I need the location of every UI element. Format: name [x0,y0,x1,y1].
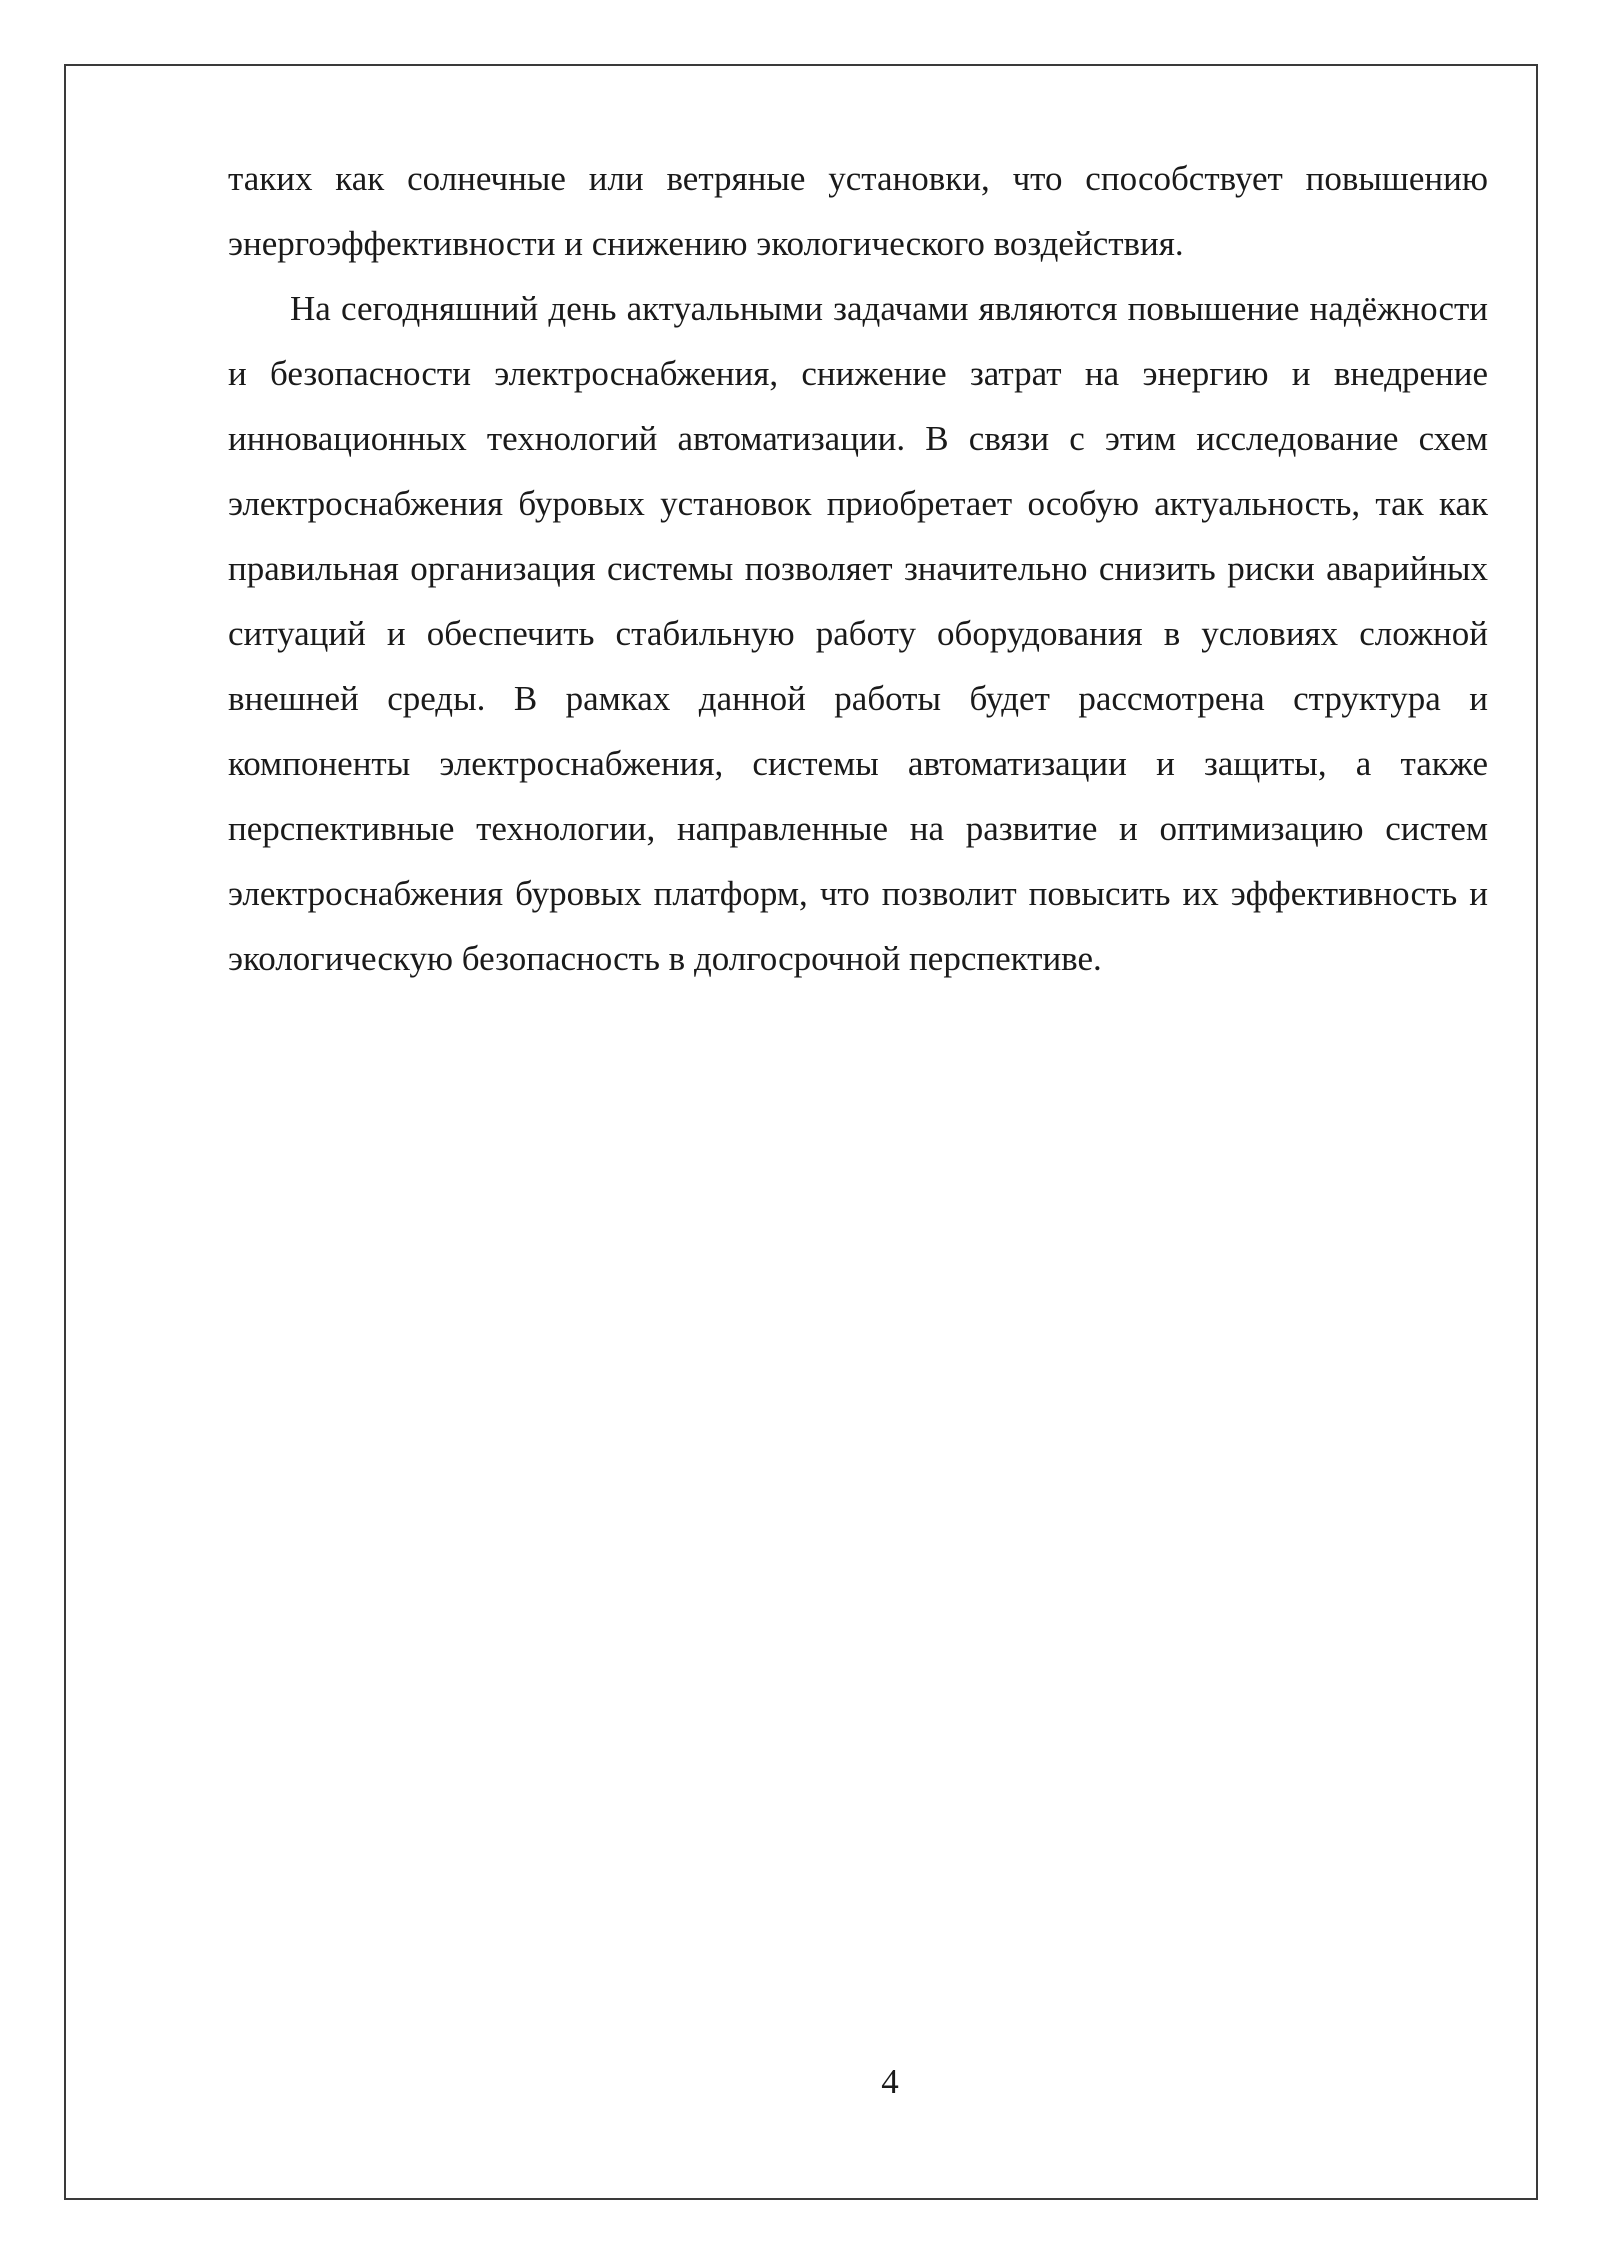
paragraph: На сегодняшний день актуальными задачами являются повышение надёжности и безопасности электроснабжения, снижение затрат на энергию и внедрение инновационных технологий автоматизации. В связи с этим исследование схем электроснабжения буровых установок приобретает особую актуальность, так как правильная организация системы позволяет значительно снизить риски аварийных ситуаций и обеспечить стабильную работу оборудования в условиях сложной внешней среды. В рамках данной работы будет рассмотрена структура и компоненты электроснабжения, системы автоматизации и защиты, а также перспективные технологии, направленные на развитие и оптимизацию систем электроснабжения буровых платформ, что позволит повысить их эффективность и экологическую безопасность в долгосрочной перспективе. [228,289,1488,978]
page-number: 4 [881,2062,899,2101]
body-text [228,146,1488,991]
paragraph-continuation: таких как солнечные или ветряные установки, что способствует повышению энергоэффективности и снижению экологического воздействия. [228,159,1488,263]
